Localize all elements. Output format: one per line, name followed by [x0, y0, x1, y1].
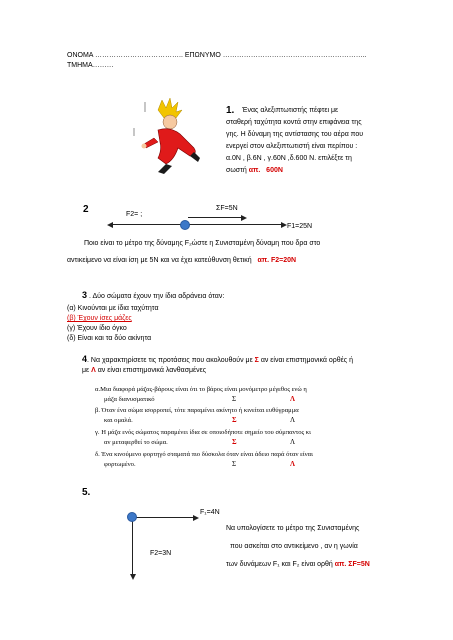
- q3-number: 3: [82, 290, 88, 300]
- header-class-line: ΤΜΗΜΑ………: [67, 62, 114, 69]
- q5-text-line: Να υπολογίσετε το μέτρο της Συνισταμένης: [226, 525, 360, 532]
- q5-object-ball: [127, 512, 137, 522]
- q4-lambda-mark: Λ: [91, 367, 96, 374]
- q3-option: (δ) Είναι και τα δύο ακίνητα: [67, 335, 152, 342]
- q4-item-sigma-answer: Σ: [232, 416, 237, 424]
- q4-sigma-mark: Σ: [254, 357, 259, 364]
- q1-text-line: ενεργεί στον αλεξιπτωτιστή είναι περίπου :: [226, 143, 358, 150]
- q3-option: (α) Κινούνται με ίδια ταχύτητα: [67, 305, 159, 312]
- q2-label-f2: F2= ;: [126, 211, 143, 218]
- q2-f2-arrow-head: [107, 222, 113, 228]
- q3-option: (γ) Έχουν ίδιο όγκο: [67, 325, 127, 332]
- q1-answer-line: [226, 166, 283, 175]
- q4-intro-text: αν είναι επιστημονικά ορθές ή: [260, 357, 353, 364]
- q4-item-text: γ. Η μάζα ενός σώματος παραμένει ίδια σε οποιοδήποτε σημείο του σύμπαντος κι: [95, 429, 311, 436]
- q5-f1-arrow-line: [132, 517, 194, 518]
- q4-item-sigma-answer: Σ: [232, 438, 237, 446]
- q5-f2-arrow-head: [130, 574, 136, 580]
- q5-text-line: [226, 560, 370, 569]
- q2-sum-arrow-head: [241, 215, 247, 221]
- q2-answer: απ. F2=20N: [257, 257, 297, 264]
- q2-number: 2: [83, 204, 89, 215]
- q2-label-f1: F1=25N: [287, 223, 313, 230]
- q5-answer: απ. ΣF=5N: [334, 561, 370, 568]
- q4-intro-text: αν είναι επιστημονικά λανθασμένες: [97, 367, 207, 374]
- q5-text-line-3: των δυνάμεων F₁ και F₂ είναι ορθή: [226, 561, 333, 568]
- q4-item-lambda: Λ: [290, 438, 296, 446]
- q2-sum-arrow-line: [188, 217, 242, 218]
- q3-option-correct: (β) Έχουν ίσες μάζες: [67, 315, 132, 322]
- q2-text-line: Ποιο είναι το μέτρο της δύναμης F₂ώστε η Συνισταμένη δύναμη που δρα στο: [84, 240, 321, 247]
- q4-item-lambda-answer: Λ: [290, 395, 296, 403]
- q1-answer-prefix: απ.: [248, 167, 261, 174]
- q2-force-axis-line: [112, 224, 282, 225]
- q4-intro-text: . Να χαρακτηρίσετε τις προτάσεις που ακολουθούν με: [87, 357, 253, 364]
- q2-object-ball: [180, 220, 190, 230]
- q5-f1-arrow-head: [193, 515, 199, 521]
- q4-intro-text: με: [82, 367, 90, 374]
- q5-label-f1: F₁=4N: [200, 509, 220, 516]
- q4-item-text: και ομαλά.: [104, 417, 133, 424]
- skydiver-cartoon-icon: [128, 98, 210, 180]
- q4-item-text: αν μεταφερθεί το σώμα.: [104, 439, 168, 446]
- q3-title: [82, 291, 224, 301]
- q1-text-line: Ένας αλεξιπτωτιστής πέφτει με: [242, 107, 339, 114]
- q5-label-f2: F2=3N: [150, 550, 172, 557]
- q4-intro-line: [82, 366, 206, 375]
- q5-text-line: που ασκείται στο αντικείμενο , αν η γωνία: [230, 543, 358, 550]
- q2-text-line: [67, 256, 296, 265]
- q4-number: 4: [82, 354, 88, 364]
- q2-text-line-2: αντικείμενο να είναι ίση με 5N και να έχει κατεύθυνση θετική: [67, 257, 252, 264]
- q1-text-line: α.0N , β.6N , γ.60N ,δ.600 N. επιλέξτε τη: [226, 155, 352, 162]
- q1-text-line: σωστή: [226, 167, 247, 174]
- q1-answer: 600N: [266, 167, 283, 174]
- q5-f2-arrow-line: [132, 517, 133, 575]
- q4-item-lambda: Λ: [290, 416, 296, 424]
- q4-item-text: φορτωμένο.: [104, 461, 136, 468]
- q4-intro-line: [82, 355, 353, 365]
- q1-text-line: γης. Η δύναμη της αντίστασης του αέρα που: [226, 131, 364, 138]
- q4-item-text: δ. Ένα κινούμενο φορτηγό σταματά πιο δύσκολα όταν είναι άδειο παρά όταν είναι: [95, 451, 313, 458]
- header-name-line: ΟΝΟΜΑ ……………………………….. ΕΠΩΝΥΜΟ ……………………………………………………..: [67, 52, 367, 59]
- q4-item-lambda-answer: Λ: [290, 460, 296, 468]
- q4-item-text: μάζα διανυσματικό: [104, 396, 155, 403]
- q1-number: 1.: [226, 105, 235, 116]
- q4-item-text: α.Μια διαφορά μάζας-βάρους είναι ότι το βάρος είναι μονόμετρο μέγεθος ενώ η: [95, 386, 307, 393]
- q3-title-text: . Δύο σώματα έχουν την ίδια αδράνεια όταν:: [88, 293, 225, 300]
- q4-item-sigma: Σ: [232, 395, 237, 403]
- q5-number: 5.: [82, 487, 91, 498]
- q1-text-line: σταθερή ταχύτητα κοντά στην επιφάνεια της: [226, 119, 362, 126]
- q4-item-text: β. Όταν ένα σώμα ισορροπεί, τότε παραμένει ακίνητο ή κινείται ευθύγραμμα: [95, 407, 299, 414]
- q2-label-sum: ΣF=5N: [216, 205, 238, 212]
- q4-item-sigma: Σ: [232, 460, 237, 468]
